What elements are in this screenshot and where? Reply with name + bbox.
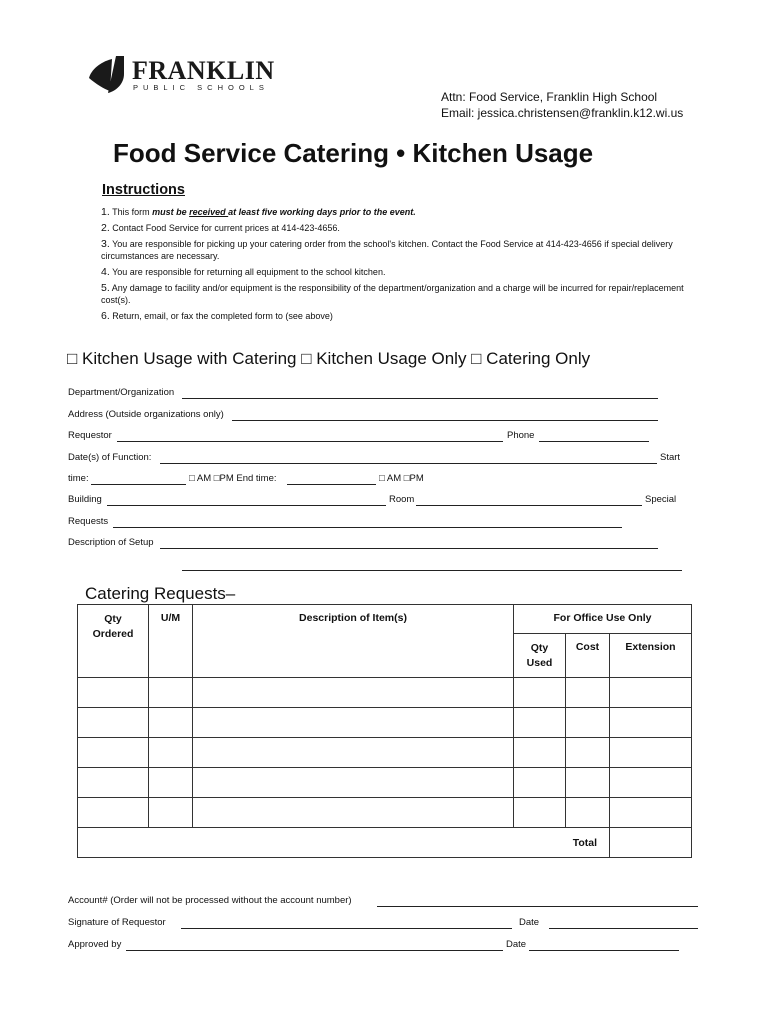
phone-label: Phone xyxy=(507,430,535,441)
time-label: time: xyxy=(68,473,89,484)
col-qty-ordered: Qty Ordered xyxy=(78,605,149,678)
am-pm-end-options[interactable]: □ AM □PM xyxy=(379,473,424,484)
account-field[interactable] xyxy=(377,906,698,907)
usage-options[interactable]: □ Kitchen Usage with Catering □ Kitchen Usage Only □ Catering Only xyxy=(67,349,591,368)
attn-block xyxy=(441,89,683,121)
instruction-item-1: 1. This form must be received at least five working days prior to the event. xyxy=(101,206,416,218)
instructions-heading: Instructions xyxy=(102,182,185,198)
requests-field[interactable] xyxy=(113,527,622,528)
address-label: Address (Outside organizations only) xyxy=(68,409,224,420)
instructions-list xyxy=(101,206,711,326)
end-time-field[interactable] xyxy=(287,484,376,485)
requestor-label: Requestor xyxy=(68,430,112,441)
address-field[interactable] xyxy=(232,420,658,421)
col-qty-used: Qty Used xyxy=(514,634,566,678)
department-field[interactable] xyxy=(182,398,658,399)
instruction-item-3: 3. You are responsible for picking up your catering order from the school's kitchen. Contact the Food Service at 414-423-4656 if special delivery circumstances are necessary. xyxy=(101,238,673,261)
catering-table xyxy=(77,604,692,858)
signature-label: Signature of Requestor xyxy=(68,917,166,928)
approved-field[interactable] xyxy=(126,950,503,951)
col-description: Description of Item(s) xyxy=(193,605,514,678)
logo-subtitle: PUBLIC SCHOOLS xyxy=(133,83,269,92)
instruction-item-4: 4. You are responsible for returning all equipment to the school kitchen. xyxy=(101,266,386,278)
phone-field[interactable] xyxy=(539,441,649,442)
table-row[interactable] xyxy=(78,798,692,828)
catering-heading: Catering Requests– xyxy=(85,584,236,603)
am-pm-end-label[interactable]: □ AM □PM End time: xyxy=(189,473,277,484)
instruction-item-5: 5. Any damage to facility and/or equipment is the responsibility of the department/organization and a charge will be incurred for repair/replacement cost(s). xyxy=(101,282,684,305)
page-title: Food Service Catering • Kitchen Usage xyxy=(113,138,594,168)
room-label: Room xyxy=(389,494,415,505)
start-label: Start xyxy=(660,452,681,463)
account-label: Account# (Order will not be processed without the account number) xyxy=(68,895,352,906)
col-cost: Cost xyxy=(566,634,610,678)
table-row[interactable] xyxy=(78,678,692,708)
requestor-field[interactable] xyxy=(117,441,503,442)
email-line: Email: jessica.christensen@franklin.k12.wi.us xyxy=(441,106,684,120)
dates-label: Date(s) of Function: xyxy=(68,452,152,463)
instruction-item-2: 2. Contact Food Service for current prices at 414-423-4656. xyxy=(101,222,340,234)
instruction-item-6: 6. Return, email, or fax the completed form to (see above) xyxy=(101,310,333,322)
table-row[interactable] xyxy=(78,708,692,738)
date2-label: Date xyxy=(506,939,527,950)
start-time-field[interactable] xyxy=(91,484,186,485)
setup-field[interactable] xyxy=(160,548,658,549)
col-um: U/M xyxy=(149,605,193,678)
table-row[interactable] xyxy=(78,768,692,798)
setup-field-line-2[interactable] xyxy=(182,570,682,571)
col-office-use: For Office Use Only xyxy=(514,605,692,634)
department-label: Department/Organization xyxy=(68,387,175,398)
approved-label: Approved by xyxy=(68,939,122,950)
requests-label: Requests xyxy=(68,516,109,527)
dates-field[interactable] xyxy=(160,463,657,464)
total-field[interactable] xyxy=(610,828,692,858)
setup-label: Description of Setup xyxy=(68,537,154,548)
room-field[interactable] xyxy=(416,505,642,506)
date1-field[interactable] xyxy=(549,928,698,929)
date1-label: Date xyxy=(519,917,540,928)
special-label: Special xyxy=(645,494,677,505)
franklin-shield-logo-icon xyxy=(86,54,126,94)
building-field[interactable] xyxy=(107,505,386,506)
signature-field[interactable] xyxy=(181,928,512,929)
building-label: Building xyxy=(68,494,102,505)
attn-line: Attn: Food Service, Franklin High School xyxy=(441,90,658,104)
logo-name: FRANKLIN xyxy=(132,56,275,85)
table-row[interactable] xyxy=(78,738,692,768)
date2-field[interactable] xyxy=(529,950,679,951)
col-extension: Extension xyxy=(610,634,692,678)
total-label: Total xyxy=(78,828,610,858)
